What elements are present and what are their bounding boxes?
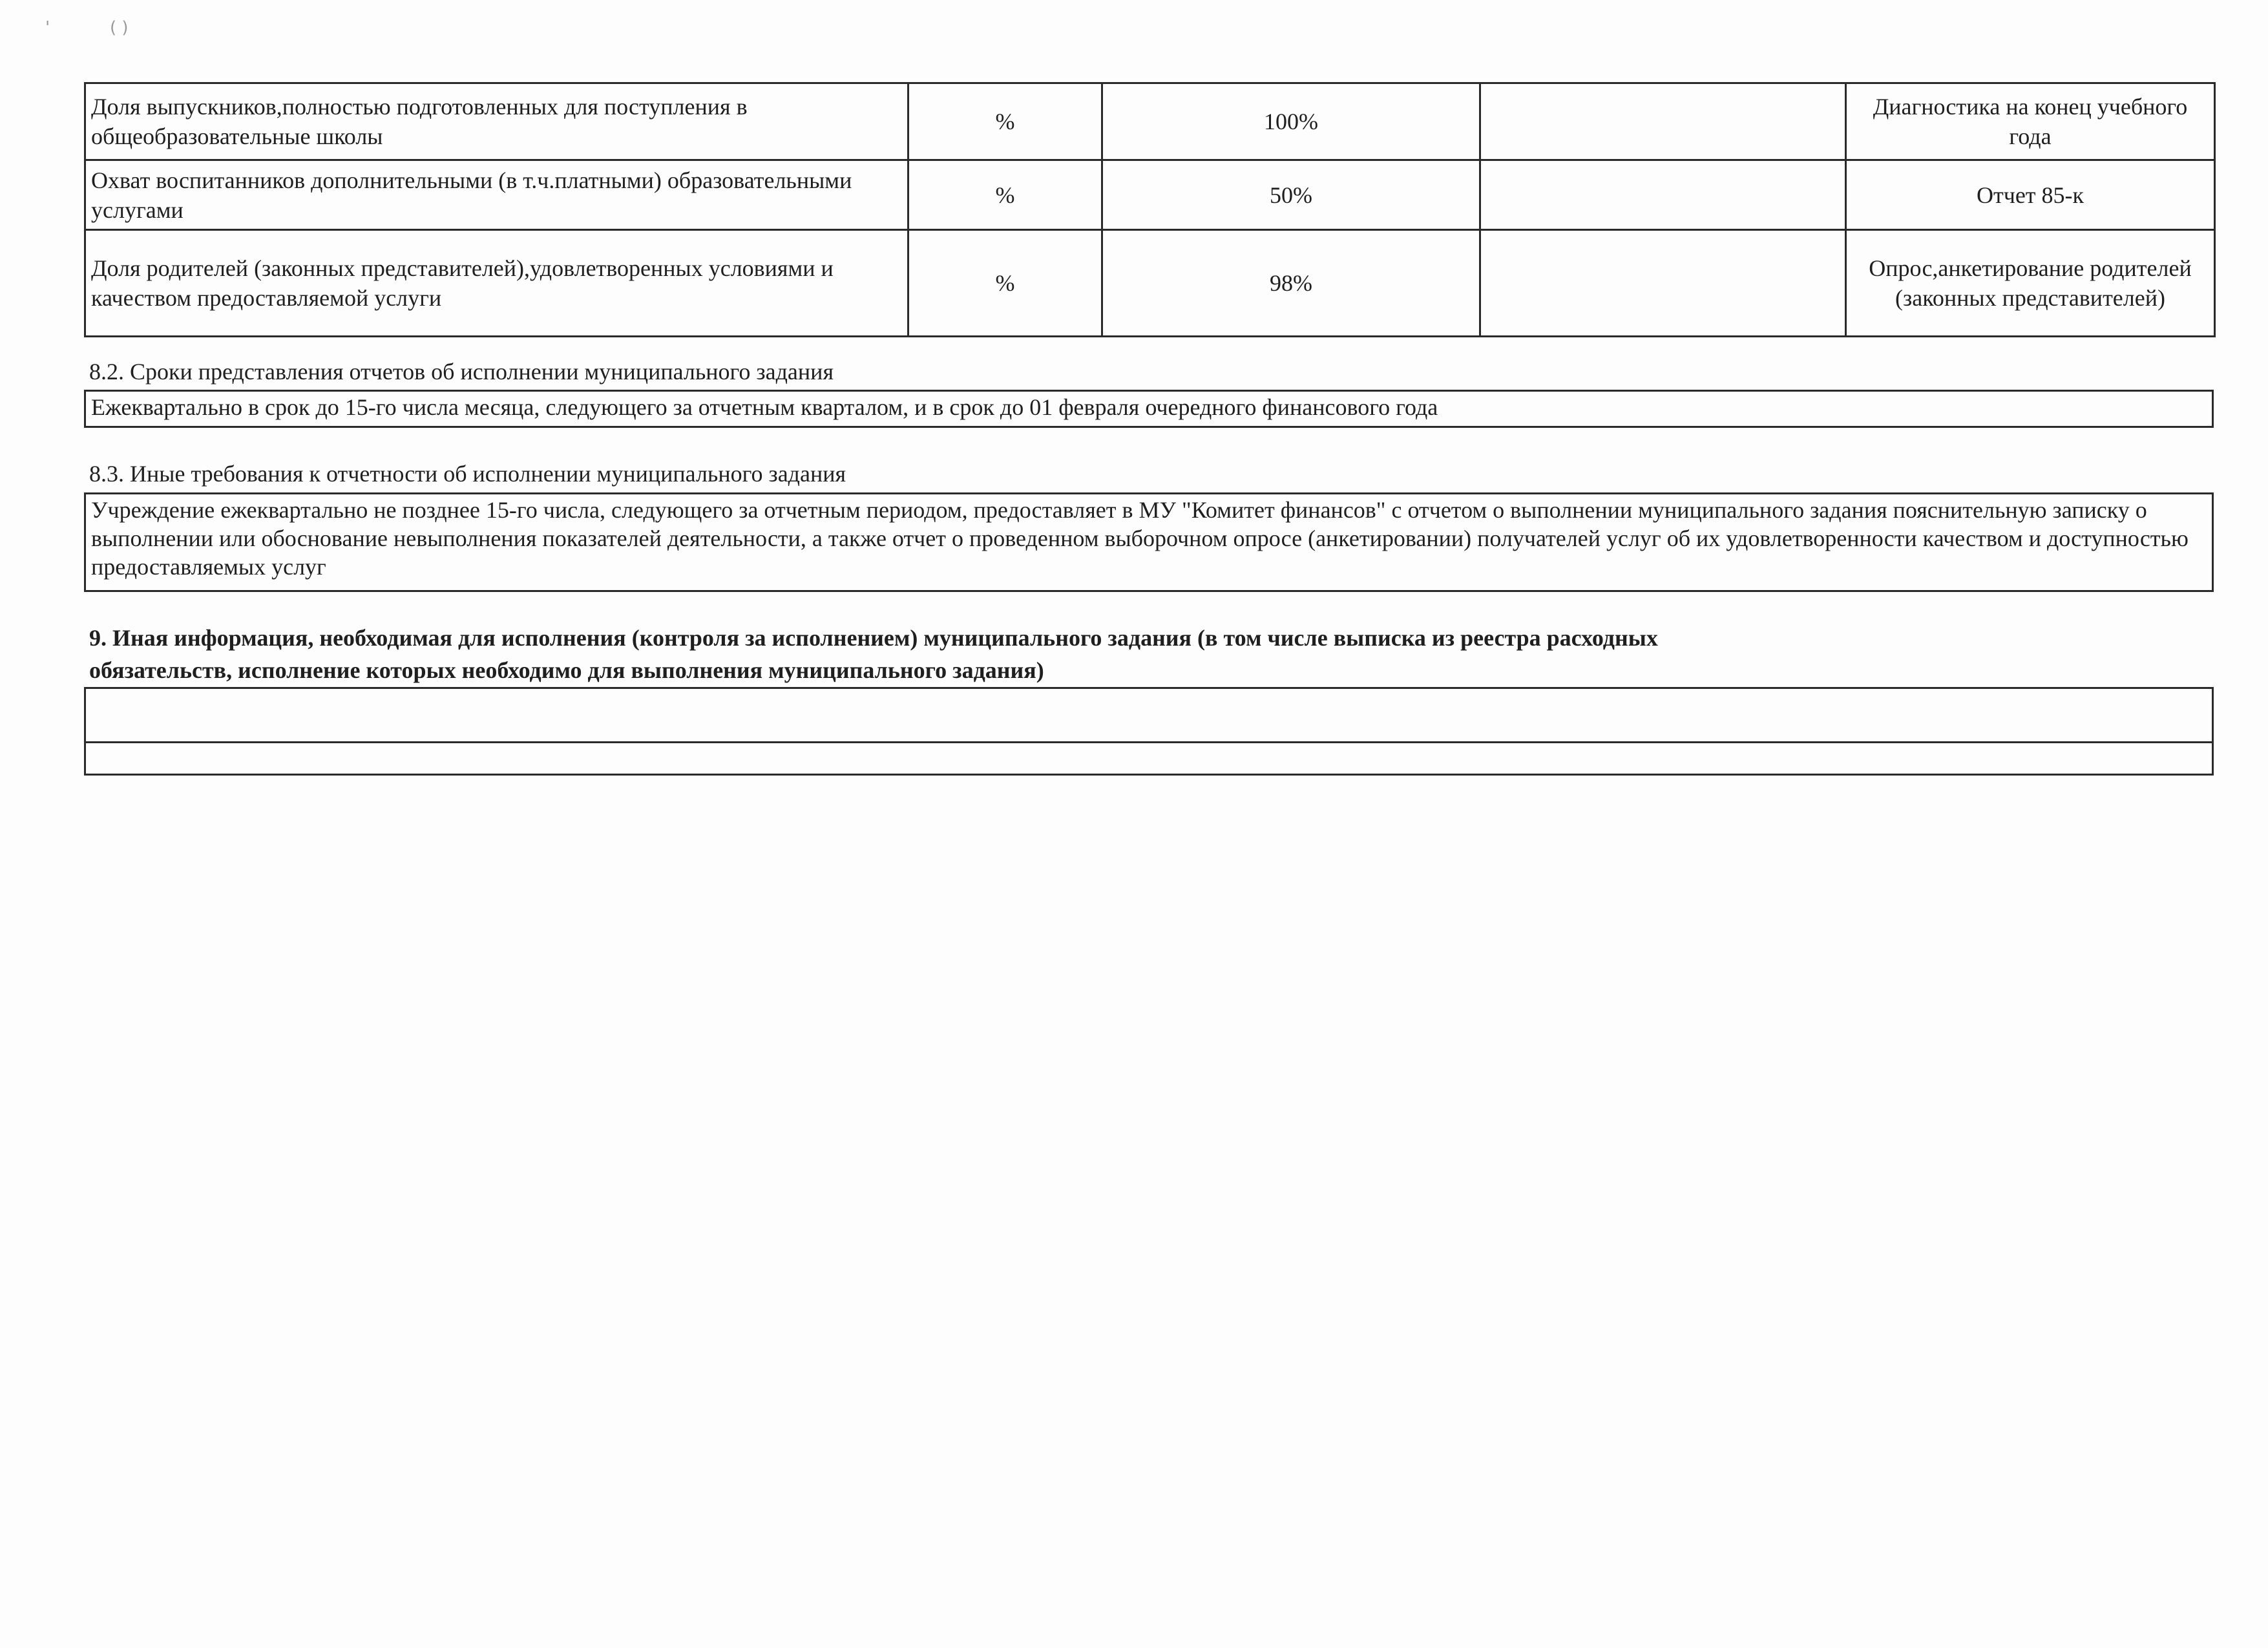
section-9-heading: 9. Иная информация, необходимая для исполнения (контроля за исполнением) муниципального задания (в том числе выписка из реестра расходных обязательств, исполнение которых необходимо для выполнения муниципального задания) (89, 625, 1658, 683)
indicator-unit: % (908, 230, 1102, 337)
indicator-unit: % (908, 160, 1102, 230)
indicator-name: Доля выпускников,полностью подготовленных для поступления в общеобразовательные школы (85, 83, 908, 160)
indicator-value: 100% (1102, 83, 1480, 160)
indicator-value: 98% (1102, 230, 1480, 337)
section-9-table (84, 687, 2214, 776)
scan-artifact: ( ) (110, 18, 129, 37)
indicators-table (84, 82, 2216, 337)
indicator-unit: % (908, 83, 1102, 160)
indicator-source: Опрос,анкетирование родителей (законных представителей) (1846, 230, 2215, 337)
table-divider (86, 741, 2212, 743)
indicator-source: Отчет 85-к (1846, 160, 2215, 230)
indicator-name: Доля родителей (законных представителей),удовлетворенных условиями и качеством предоставляемой услуги (85, 230, 908, 337)
table-row (85, 230, 2215, 337)
indicator-actual (1480, 230, 1846, 337)
scan-artifact: ' (45, 18, 50, 37)
indicator-value: 50% (1102, 160, 1480, 230)
section-8-2-label: 8.2. Сроки представления отчетов об исполнении муниципального задания (89, 359, 834, 385)
indicator-source: Диагностика на конец учебного года (1846, 83, 2215, 160)
indicator-name: Охват воспитанников дополнительными (в т.ч.платными) образовательными услугами (85, 160, 908, 230)
table-row (85, 160, 2215, 230)
section-8-2-box: Ежеквартально в срок до 15-го числа месяца, следующего за отчетным кварталом, и в срок до 01 февраля очередного финансового года (84, 390, 2214, 428)
section-8-3-box: Учреждение ежеквартально не позднее 15-го числа, следующего за отчетным периодом, предоставляет в МУ "Комитет финансов" с отчетом о выполнении муниципального задания пояснительную записку о выполнении или обоснование невыполнения показателей деятельности, а также отчет о проведенном выборочном опросе (анкетировании) получателей услуг об их удовлетворенности качеством и доступностью предоставляемых услуг (84, 492, 2214, 592)
section-8-3-label: 8.3. Иные требования к отчетности об исполнении муниципального задания (89, 461, 846, 487)
indicator-actual (1480, 83, 1846, 160)
table-row (85, 83, 2215, 160)
indicator-actual (1480, 160, 1846, 230)
